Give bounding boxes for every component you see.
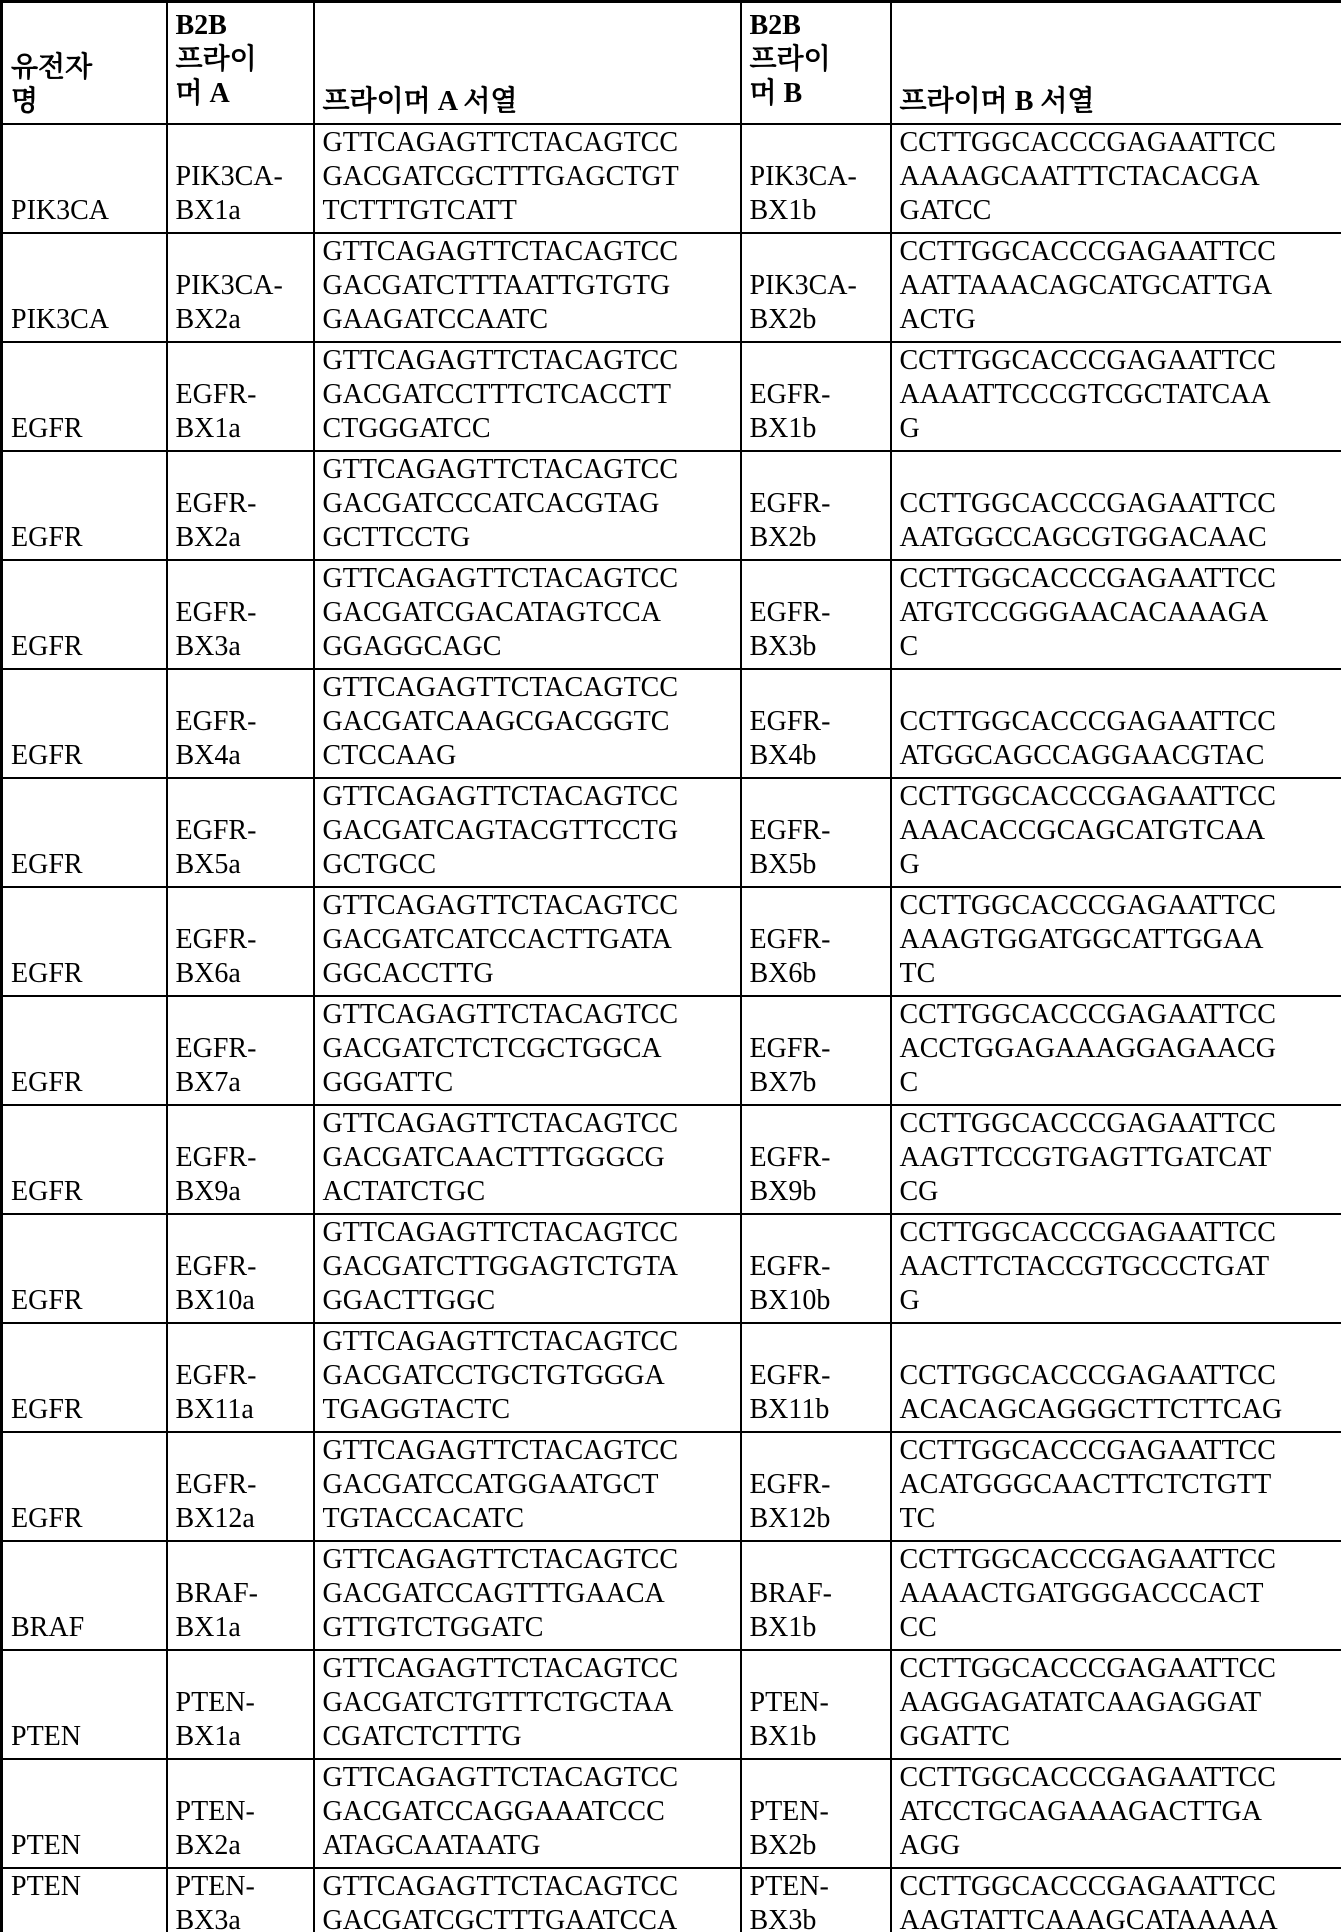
gene-name-cell: EGFR (2, 778, 167, 887)
primer-b-name-cell: EGFR- BX1b (741, 342, 891, 451)
gene-name-cell: EGFR (2, 342, 167, 451)
primer-b-name-cell: PTEN- BX1b (741, 1650, 891, 1759)
primer-table-body (2, 124, 1341, 1932)
table-row (2, 1541, 1341, 1650)
primer-b-name-cell: BRAF- BX1b (741, 1541, 891, 1650)
gene-name-cell: EGFR (2, 1432, 167, 1541)
primer-b-seq-cell: CCTTGGCACCCGAGAATTCC ATCCTGCAGAAAGACTTGA AGG (891, 1759, 1341, 1868)
primer-b-seq-cell: CCTTGGCACCCGAGAATTCC AAAACTGATGGGACCCACT CC (891, 1541, 1341, 1650)
primer-b-name-cell: EGFR- BX3b (741, 560, 891, 669)
primer-a-seq-cell: GTTCAGAGTTCTACAGTCC GACGATCGCTTTGAGCTGT TCTTTGTCATT (314, 124, 741, 233)
primer-b-name-cell: EGFR- BX11b (741, 1323, 891, 1432)
gene-name-cell: EGFR (2, 887, 167, 996)
gene-name-cell: BRAF (2, 1541, 167, 1650)
primer-b-seq-cell: CCTTGGCACCCGAGAATTCC ACATGGGCAACTTCTCTGTT TC (891, 1432, 1341, 1541)
primer-a-seq-cell: GTTCAGAGTTCTACAGTCC GACGATCAGTACGTTCCTG GCTGCC (314, 778, 741, 887)
gene-name-cell: PTEN (2, 1650, 167, 1759)
primer-a-seq-cell: GTTCAGAGTTCTACAGTCC GACGATCGACATAGTCCA GGAGGCAGC (314, 560, 741, 669)
primer-a-name-cell: EGFR- BX9a (167, 1105, 314, 1214)
primer-b-seq-cell: CCTTGGCACCCGAGAATTCC ATGTCCGGGAACACAAAGA C (891, 560, 1341, 669)
primer-b-name-cell: EGFR- BX6b (741, 887, 891, 996)
primer-b-name-cell: EGFR- BX2b (741, 451, 891, 560)
primer-b-seq-cell: CCTTGGCACCCGAGAATTCC ATGGCAGCCAGGAACGTAC (891, 669, 1341, 778)
table-row (2, 233, 1341, 342)
primer-a-seq-cell: GTTCAGAGTTCTACAGTCC GACGATCCCATCACGTAG GCTTCCTG (314, 451, 741, 560)
primer-b-name-cell: PIK3CA- BX2b (741, 233, 891, 342)
header-primer-a-seq: 프라이머 A 서열 (314, 2, 741, 124)
primer-a-seq-cell: GTTCAGAGTTCTACAGTCC GACGATCTTTAATTGTGTG GAAGATCCAATC (314, 233, 741, 342)
table-row (2, 342, 1341, 451)
primer-a-name-cell: EGFR- BX12a (167, 1432, 314, 1541)
primer-a-seq-cell: GTTCAGAGTTCTACAGTCC GACGATCAACTTTGGGCG ACTATCTGC (314, 1105, 741, 1214)
primer-b-name-cell: EGFR- BX9b (741, 1105, 891, 1214)
primer-b-seq-cell: CCTTGGCACCCGAGAATTCC AATGGCCAGCGTGGACAAC (891, 451, 1341, 560)
table-row (2, 1432, 1341, 1541)
primer-a-name-cell: EGFR- BX7a (167, 996, 314, 1105)
primer-a-name-cell: EGFR- BX1a (167, 342, 314, 451)
primer-a-seq-cell: GTTCAGAGTTCTACAGTCC GACGATCTTGGAGTCTGTA GGACTTGGC (314, 1214, 741, 1323)
primer-b-name-cell: EGFR- BX4b (741, 669, 891, 778)
gene-name-cell: EGFR (2, 1323, 167, 1432)
gene-name-cell: PTEN (2, 1868, 167, 1932)
primer-b-seq-cell: CCTTGGCACCCGAGAATTCC AAGTATTCAAAGCATAAAAA (891, 1868, 1341, 1932)
gene-name-cell: PIK3CA (2, 124, 167, 233)
primer-b-seq-cell: CCTTGGCACCCGAGAATTCC AAAAGCAATTTCTACACGA GATCC (891, 124, 1341, 233)
primer-a-name-cell: PIK3CA- BX2a (167, 233, 314, 342)
header-primer-b-seq: 프라이머 B 서열 (891, 2, 1341, 124)
primer-b-seq-cell: CCTTGGCACCCGAGAATTCC AACTTCTACCGTGCCCTGAT G (891, 1214, 1341, 1323)
primer-a-seq-cell: GTTCAGAGTTCTACAGTCC GACGATCCAGGAAATCCC ATAGCAATAATG (314, 1759, 741, 1868)
primer-a-seq-cell: GTTCAGAGTTCTACAGTCC GACGATCTCTCGCTGGCA GGGATTC (314, 996, 741, 1105)
primer-a-name-cell: EGFR- BX10a (167, 1214, 314, 1323)
primer-b-name-cell: PTEN- BX3b (741, 1868, 891, 1932)
primer-a-name-cell: PTEN- BX2a (167, 1759, 314, 1868)
primer-a-seq-cell: GTTCAGAGTTCTACAGTCC GACGATCAAGCGACGGTC CTCCAAG (314, 669, 741, 778)
primer-b-seq-cell: CCTTGGCACCCGAGAATTCC ACACAGCAGGGCTTCTTCAG (891, 1323, 1341, 1432)
primer-a-name-cell: PIK3CA- BX1a (167, 124, 314, 233)
primer-b-name-cell: EGFR- BX10b (741, 1214, 891, 1323)
primer-b-seq-cell: CCTTGGCACCCGAGAATTCC AAGTTCCGTGAGTTGATCAT CG (891, 1105, 1341, 1214)
primer-a-seq-cell: GTTCAGAGTTCTACAGTCC GACGATCTGTTTCTGCTAA CGATCTCTTTG (314, 1650, 741, 1759)
table-row (2, 124, 1341, 233)
table-row (2, 669, 1341, 778)
primer-b-seq-cell: CCTTGGCACCCGAGAATTCC AAACACCGCAGCATGTCAA G (891, 778, 1341, 887)
gene-name-cell: EGFR (2, 560, 167, 669)
primer-b-name-cell: EGFR- BX12b (741, 1432, 891, 1541)
primer-b-seq-cell: CCTTGGCACCCGAGAATTCC AATTAAACAGCATGCATTGA ACTG (891, 233, 1341, 342)
table-row (2, 1323, 1341, 1432)
primer-b-name-cell: EGFR- BX7b (741, 996, 891, 1105)
gene-name-cell: EGFR (2, 451, 167, 560)
gene-name-cell: EGFR (2, 996, 167, 1105)
primer-a-name-cell: EGFR- BX2a (167, 451, 314, 560)
table-row (2, 1650, 1341, 1759)
gene-name-cell: EGFR (2, 1214, 167, 1323)
table-row (2, 778, 1341, 887)
primer-a-name-cell: PTEN- BX3a (167, 1868, 314, 1932)
primer-b-seq-cell: CCTTGGCACCCGAGAATTCC AAAGTGGATGGCATTGGAA TC (891, 887, 1341, 996)
table-row (2, 560, 1341, 669)
header-gene-name: 유전자 명 (2, 2, 167, 124)
primer-b-name-cell: PTEN- BX2b (741, 1759, 891, 1868)
header-primer-a-name: B2B 프라이 머 A (167, 2, 314, 124)
table-row (2, 996, 1341, 1105)
primer-a-seq-cell: GTTCAGAGTTCTACAGTCC GACGATCCTGCTGTGGGA TGAGGTACTC (314, 1323, 741, 1432)
primer-a-name-cell: EGFR- BX5a (167, 778, 314, 887)
table-row (2, 1868, 1341, 1932)
gene-name-cell: EGFR (2, 1105, 167, 1214)
primer-a-name-cell: EGFR- BX4a (167, 669, 314, 778)
primer-a-name-cell: PTEN- BX1a (167, 1650, 314, 1759)
gene-name-cell: PTEN (2, 1759, 167, 1868)
primer-a-name-cell: EGFR- BX11a (167, 1323, 314, 1432)
table-row (2, 1759, 1341, 1868)
primer-a-seq-cell: GTTCAGAGTTCTACAGTCC GACGATCATCCACTTGATA GGCACCTTG (314, 887, 741, 996)
primer-b-name-cell: PIK3CA- BX1b (741, 124, 891, 233)
header-primer-b-name: B2B 프라이 머 B (741, 2, 891, 124)
gene-name-cell: PIK3CA (2, 233, 167, 342)
header-row (2, 2, 1341, 124)
primer-a-seq-cell: GTTCAGAGTTCTACAGTCC GACGATCCTTTCTCACCTT CTGGGATCC (314, 342, 741, 451)
primer-a-seq-cell: GTTCAGAGTTCTACAGTCC GACGATCCATGGAATGCT TGTACCACATC (314, 1432, 741, 1541)
table-row (2, 451, 1341, 560)
primer-a-name-cell: EGFR- BX3a (167, 560, 314, 669)
table-row (2, 1105, 1341, 1214)
primer-b-name-cell: EGFR- BX5b (741, 778, 891, 887)
primer-a-seq-cell: GTTCAGAGTTCTACAGTCC GACGATCCAGTTTGAACA GTTGTCTGGATC (314, 1541, 741, 1650)
primer-b-seq-cell: CCTTGGCACCCGAGAATTCC AAGGAGATATCAAGAGGAT GGATTC (891, 1650, 1341, 1759)
table-row (2, 887, 1341, 996)
table-row (2, 1214, 1341, 1323)
primer-a-seq-cell: GTTCAGAGTTCTACAGTCC GACGATCGCTTTGAATCCA (314, 1868, 741, 1932)
primer-table-header (2, 2, 1341, 124)
primer-b-seq-cell: CCTTGGCACCCGAGAATTCC ACCTGGAGAAAGGAGAACG C (891, 996, 1341, 1105)
primer-a-name-cell: EGFR- BX6a (167, 887, 314, 996)
primer-a-name-cell: BRAF- BX1a (167, 1541, 314, 1650)
gene-name-cell: EGFR (2, 669, 167, 778)
primer-b-seq-cell: CCTTGGCACCCGAGAATTCC AAAATTCCCGTCGCTATCAA G (891, 342, 1341, 451)
